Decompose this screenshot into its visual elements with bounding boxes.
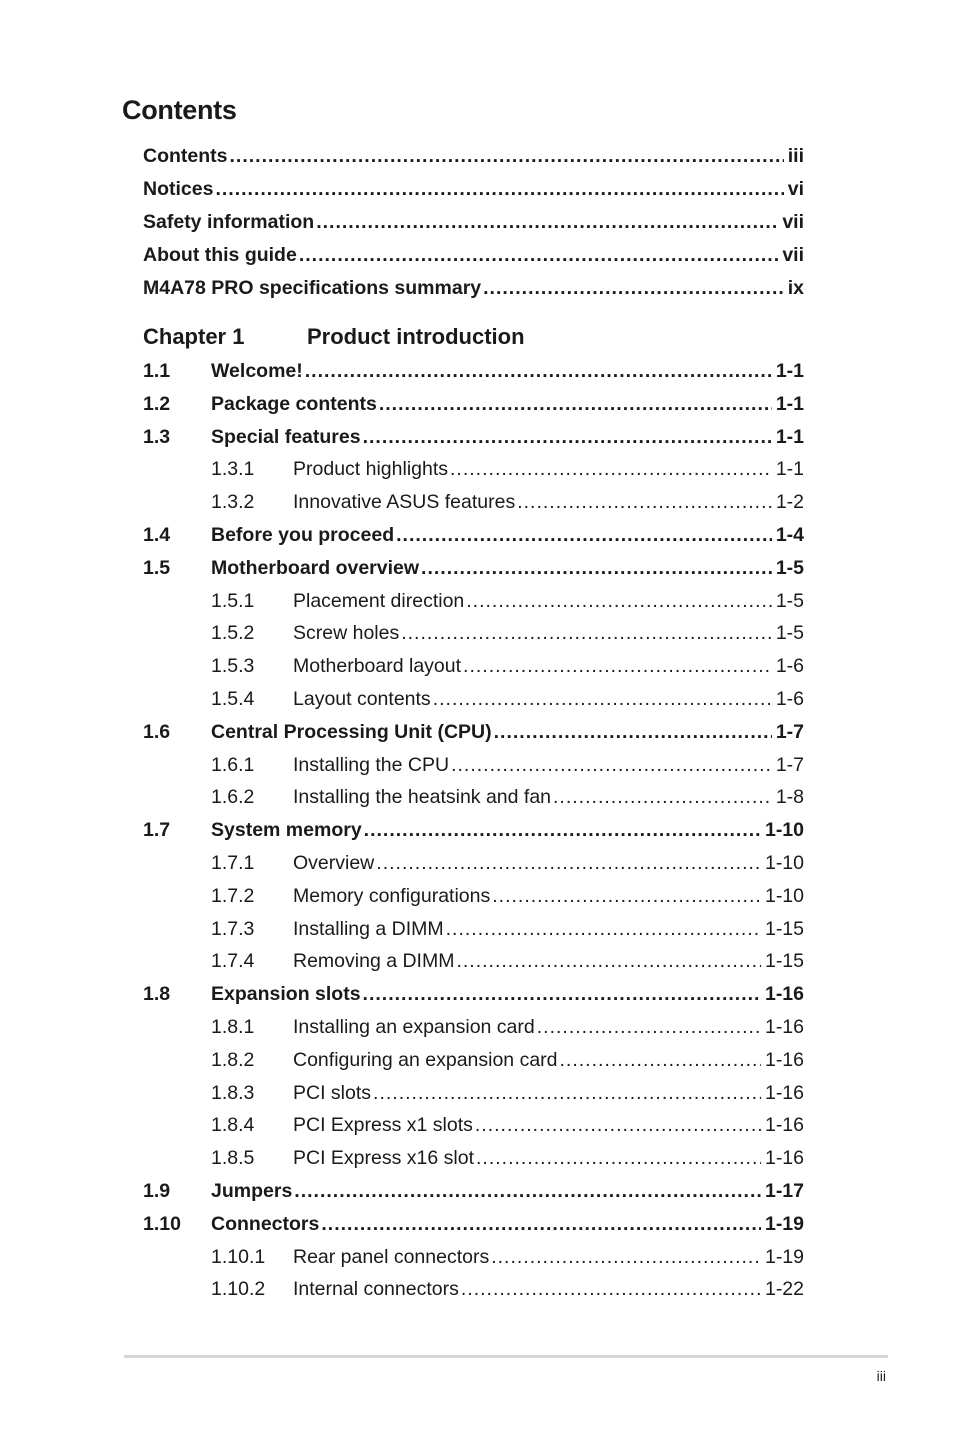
toc-entry[interactable] [143, 239, 804, 272]
toc-entry-page: 1-1 [775, 425, 804, 448]
toc-section-entry[interactable] [143, 421, 804, 454]
chapter-toc [143, 320, 804, 1306]
toc-entry-number: 1.5.3 [211, 655, 255, 678]
toc-subsection-entry[interactable] [143, 847, 804, 880]
page-title: Contents [122, 95, 237, 125]
toc-entry-label: Notices [143, 178, 214, 200]
toc-entry-label: Installing the heatsink and fan [293, 786, 552, 809]
toc-entry-label: Overview [293, 851, 375, 874]
dot-leader [451, 749, 772, 782]
toc-entry-page: 1-6 [775, 687, 804, 710]
toc-subsection-entry[interactable] [143, 453, 804, 486]
toc-entry-number: 1.8.3 [211, 1081, 255, 1104]
toc-entry-page: 1-1 [775, 458, 804, 481]
toc-entry[interactable] [143, 173, 804, 206]
toc-subsection-entry[interactable] [143, 781, 804, 814]
toc-entry-label: Product highlights [293, 458, 449, 481]
dot-leader [316, 206, 778, 239]
toc-subsection-entry[interactable] [143, 1044, 804, 1077]
toc-entry-number: 1.8.4 [211, 1114, 255, 1137]
toc-section-entry[interactable] [143, 978, 804, 1011]
toc-section-entry[interactable] [143, 1175, 804, 1208]
toc-entry-number: 1.7 [143, 819, 171, 842]
toc-entry-number: 1.5.2 [211, 622, 255, 645]
toc-entry-label: PCI slots [293, 1081, 372, 1104]
dot-leader [517, 486, 772, 519]
dot-leader [215, 173, 783, 206]
toc-entry-page: 1-16 [764, 1048, 804, 1071]
toc-entry[interactable] [143, 272, 804, 305]
toc-entry-page: 1-22 [764, 1278, 804, 1301]
toc-entry-number: 1.7.1 [211, 851, 255, 874]
toc-entry-page: 1-10 [764, 851, 804, 874]
dot-leader [560, 1044, 761, 1077]
toc-entry-number: 1.6.2 [211, 786, 255, 809]
toc-entry-label: Welcome! [211, 360, 303, 382]
toc-entry-page: iii [787, 145, 804, 167]
dot-leader [494, 716, 772, 749]
dot-leader [483, 272, 784, 305]
toc-entry-page: 1-8 [775, 786, 804, 809]
toc-entry-page: 1-15 [764, 917, 804, 940]
toc-subsection-entry[interactable] [143, 880, 804, 913]
toc-entry-label: Removing a DIMM [293, 950, 455, 973]
toc-entry[interactable] [143, 206, 804, 239]
toc-entry-page: 1-16 [764, 1147, 804, 1170]
toc-subsection-entry[interactable] [143, 945, 804, 978]
toc-entry-page: 1-1 [775, 360, 804, 382]
toc-entry-number: 1.3.1 [211, 458, 255, 481]
dot-leader [491, 1241, 761, 1274]
dot-leader [299, 239, 779, 272]
dot-leader [456, 945, 761, 978]
toc-section-entry[interactable] [143, 814, 804, 847]
toc-entry-number: 1.2 [143, 392, 171, 415]
toc-entry-label: Central Processing Unit (CPU) [211, 720, 492, 743]
toc-entry-page: 1-6 [775, 655, 804, 678]
dot-leader [421, 552, 772, 585]
toc-entry-page: 1-5 [775, 556, 804, 579]
toc-entry-number: 1.5.1 [211, 589, 255, 612]
toc-entry-page: 1-2 [775, 491, 804, 514]
toc-entry-number: 1.7.4 [211, 950, 255, 973]
dot-leader [230, 140, 784, 173]
toc-entry-label: M4A78 PRO specifications summary [143, 277, 482, 299]
toc-entry-label: Internal connectors [293, 1278, 459, 1301]
dot-leader [537, 1011, 761, 1044]
toc-entries-list [143, 355, 804, 1306]
toc-entry-page: 1-16 [764, 1114, 804, 1137]
toc-section-entry[interactable] [143, 388, 804, 421]
toc-subsection-entry[interactable] [143, 1273, 804, 1306]
toc-entry-label: Screw holes [293, 622, 400, 645]
toc-entry-number: 1.7.2 [211, 884, 255, 907]
chapter-heading[interactable] [143, 320, 804, 354]
toc-entry-page: 1-19 [764, 1245, 804, 1268]
toc-subsection-entry[interactable] [143, 913, 804, 946]
toc-entry-page: 1-7 [775, 720, 804, 743]
toc-entry-number: 1.5 [143, 556, 171, 579]
toc-entry-label: Installing the CPU [293, 753, 450, 776]
toc-entry-label: Memory configurations [293, 884, 491, 907]
dot-leader [363, 421, 772, 454]
toc-entry-page: 1-4 [775, 523, 804, 546]
toc-entry-number: 1.5.4 [211, 687, 255, 710]
toc-entry-number: 1.1 [143, 360, 171, 382]
toc-entry-label: Rear panel connectors [293, 1245, 490, 1268]
toc-entry-number: 1.6 [143, 720, 171, 743]
toc-entry-label: Jumpers [211, 1179, 293, 1202]
toc-entry-label: PCI Express x1 slots [293, 1114, 473, 1137]
toc-entry-label: Connectors [211, 1212, 320, 1235]
footer-divider [124, 1355, 888, 1358]
toc-entry-label: Package contents [211, 392, 377, 415]
toc-entry-label: About this guide [143, 244, 297, 266]
toc-entry-page: 1-17 [764, 1179, 804, 1202]
toc-entry-label: System memory [211, 819, 362, 842]
toc-subsection-entry[interactable] [143, 1077, 804, 1110]
toc-entry-page: 1-5 [775, 589, 804, 612]
dot-leader [461, 1273, 761, 1306]
toc-section-entry[interactable] [143, 1208, 804, 1241]
toc-entry[interactable] [143, 140, 804, 173]
dot-leader [476, 1142, 761, 1175]
toc-section-entry[interactable] [143, 519, 804, 552]
toc-entry-number: 1.6.1 [211, 753, 255, 776]
dot-leader [475, 1109, 761, 1142]
toc-entry-page: vi [787, 178, 804, 200]
chapter-title: Product introduction [307, 324, 525, 349]
toc-entry-label: Layout contents [293, 687, 431, 710]
dot-leader [446, 913, 761, 946]
dot-leader [396, 519, 772, 552]
toc-entry-page: 1-19 [764, 1212, 804, 1235]
toc-subsection-entry[interactable] [143, 486, 804, 519]
toc-entry-label: Expansion slots [211, 983, 361, 1006]
dot-leader [294, 1175, 761, 1208]
toc-section-entry[interactable] [143, 355, 804, 388]
front-matter-list [143, 140, 804, 305]
toc-entry-label: Motherboard layout [293, 655, 462, 678]
toc-entry-page: 1-15 [764, 950, 804, 973]
dot-leader [553, 781, 772, 814]
dot-leader [463, 650, 772, 683]
toc-section-entry[interactable] [143, 552, 804, 585]
toc-entry-label: Installing a DIMM [293, 917, 444, 940]
toc-entry-label: Before you proceed [211, 523, 395, 546]
toc-entry-page: 1-16 [764, 1015, 804, 1038]
toc-entry-label: Placement direction [293, 589, 465, 612]
toc-subsection-entry[interactable] [143, 617, 804, 650]
dot-leader [466, 585, 772, 618]
chapter-number: Chapter 1 [143, 324, 245, 349]
toc-entry-label: PCI Express x16 slot [293, 1147, 474, 1170]
toc-subsection-entry[interactable] [143, 749, 804, 782]
toc-entry-page: 1-5 [775, 622, 804, 645]
toc-entry-number: 1.8 [143, 983, 171, 1006]
toc-entry-number: 1.8.5 [211, 1147, 255, 1170]
toc-subsection-entry[interactable] [143, 1142, 804, 1175]
toc-entry-number: 1.4 [143, 523, 171, 546]
toc-entry-number: 1.8.1 [211, 1015, 255, 1038]
dot-leader [379, 388, 772, 421]
dot-leader [305, 355, 772, 388]
toc-entry-label: Contents [143, 145, 228, 167]
dot-leader [363, 978, 761, 1011]
toc-entry-page: 1-10 [764, 884, 804, 907]
toc-entry-page: 1-16 [764, 983, 804, 1006]
toc-subsection-entry[interactable] [143, 683, 804, 716]
toc-entry-number: 1.8.2 [211, 1048, 255, 1071]
toc-entry-number: 1.3.2 [211, 491, 255, 514]
toc-entry-number: 1.7.3 [211, 917, 255, 940]
dot-leader [373, 1077, 761, 1110]
toc-entry-page: 1-16 [764, 1081, 804, 1104]
toc-entry-page: 1-10 [764, 819, 804, 842]
dot-leader [364, 814, 761, 847]
toc-entry-page: 1-1 [775, 392, 804, 415]
toc-entry-number: 1.10.2 [211, 1278, 266, 1301]
toc-entry-label: Special features [211, 425, 361, 448]
toc-entry-page: vii [782, 211, 804, 233]
footer-page-number: iii [876, 1368, 886, 1384]
toc-entry-label: Motherboard overview [211, 556, 420, 579]
dot-leader [376, 847, 761, 880]
toc-entry-label: Installing an expansion card [293, 1015, 535, 1038]
dot-leader [401, 617, 772, 650]
dot-leader [321, 1208, 761, 1241]
toc-entry-number: 1.10.1 [211, 1245, 266, 1268]
toc-subsection-entry[interactable] [143, 650, 804, 683]
dot-leader [450, 453, 772, 486]
toc-entry-label: Configuring an expansion card [293, 1048, 558, 1071]
toc-entry-page: 1-7 [775, 753, 804, 776]
toc-entry-page: vii [782, 244, 804, 266]
dot-leader [433, 683, 772, 716]
toc-subsection-entry[interactable] [143, 1011, 804, 1044]
toc-subsection-entry[interactable] [143, 585, 804, 618]
toc-entry-label: Safety information [143, 211, 315, 233]
toc-subsection-entry[interactable] [143, 1109, 804, 1142]
toc-section-entry[interactable] [143, 716, 804, 749]
toc-entry-number: 1.9 [143, 1179, 171, 1202]
toc-entry-label: Innovative ASUS features [293, 491, 516, 514]
toc-entry-page: ix [787, 277, 804, 299]
toc-entry-number: 1.10 [143, 1212, 181, 1235]
toc-entry-number: 1.3 [143, 425, 171, 448]
dot-leader [492, 880, 761, 913]
toc-subsection-entry[interactable] [143, 1241, 804, 1274]
